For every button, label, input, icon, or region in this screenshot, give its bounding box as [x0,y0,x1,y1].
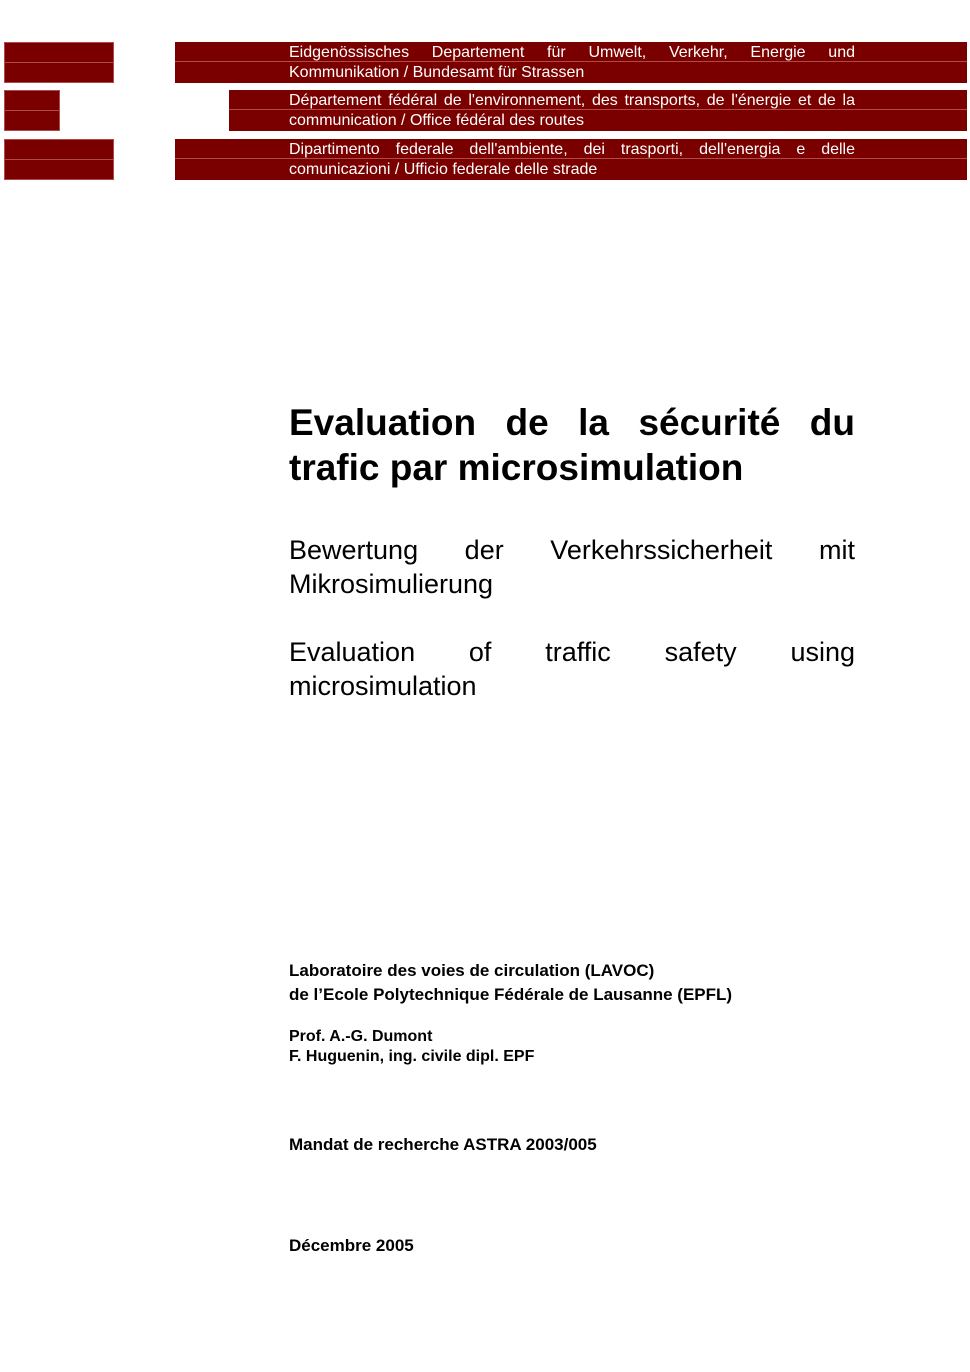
author-line-1: Prof. A.-G. Dumont [289,1028,433,1045]
header-text-french: Département fédéral de l'environnement, des transports, de l'énergie et de la communication / Office fédéral des routes [289,92,855,129]
author-line-2: F. Huguenin, ing. civile dipl. EPF [289,1048,535,1065]
document-title: Evaluation de la sécurité du trafic par microsimulation [289,402,855,488]
research-mandate: Mandat de recherche ASTRA 2003/005 [289,1135,597,1154]
subtitle-english: Evaluation of traffic safety using microsimulation [289,637,855,701]
institution-line-1: Laboratoire des voies de circulation (LAVOC) [289,961,655,980]
header-bar-left-1 [4,42,114,83]
header-text-italian: Dipartimento federale dell'ambiente, dei trasporti, dell'energia e delle comunicazioni / Ufficio federale delle strade [289,141,855,178]
header-text-german: Eidgenössisches Departement für Umwelt, Verkehr, Energie und Kommunikation / Bundesamt für Strassen [289,44,855,81]
subtitle-german: Bewertung der Verkehrssicherheit mit Mikrosimulierung [289,535,855,599]
header-bar-left-2 [4,90,60,131]
institution-line-2: de l’Ecole Polytechnique Fédérale de Lausanne (EPFL) [289,985,733,1004]
header-bar-left-3 [4,139,114,180]
publication-date: Décembre 2005 [289,1236,414,1255]
